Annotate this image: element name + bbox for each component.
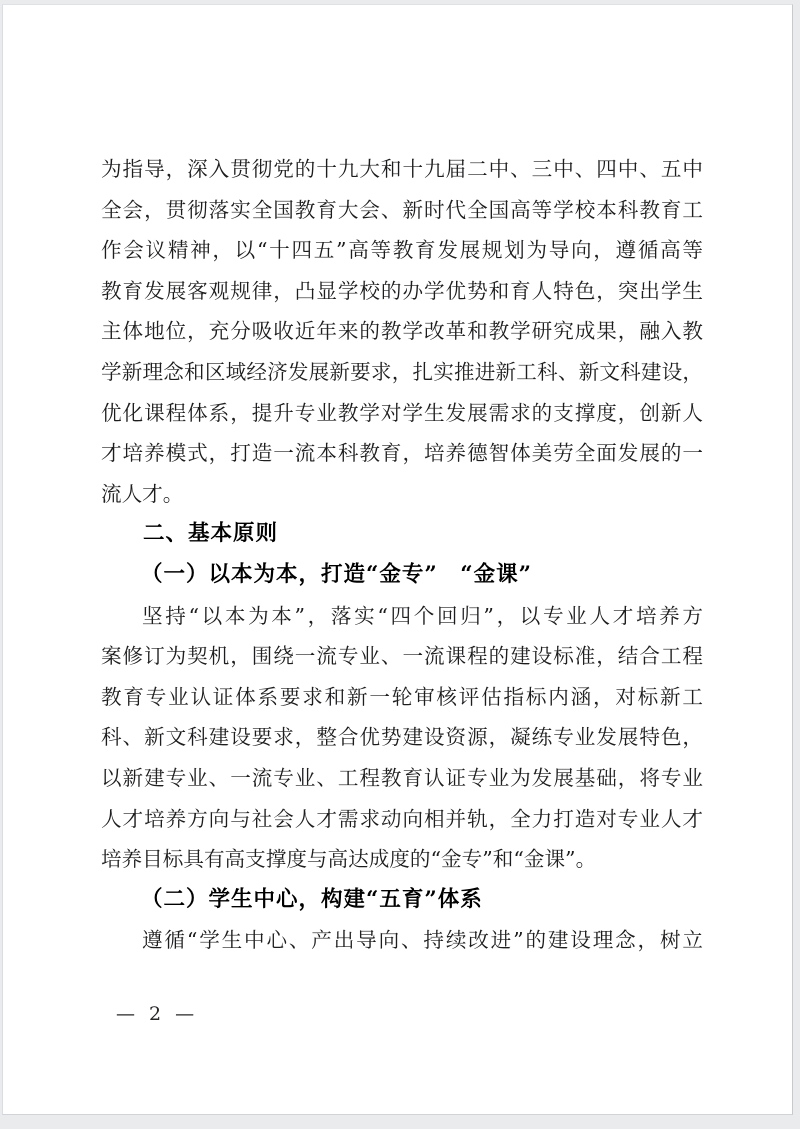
paragraph-first-line: 遵循“学生中心、产出导向、持续改进”的建设理念，树立 bbox=[142, 928, 703, 953]
body-line: 教育发展客观规律，凸显学校的办学优势和育人特色，突出学生 bbox=[101, 278, 703, 303]
page-number: — 2 — bbox=[116, 1003, 199, 1025]
section-heading: 二、基本原则 bbox=[143, 521, 279, 547]
paragraph bbox=[101, 596, 703, 880]
subsection-heading-2: （二）学生中心，构建“五育”体系 bbox=[141, 886, 483, 912]
body-line: 案修订为契机，围绕一流专业、一流课程的建设标准，结合工程 bbox=[101, 644, 703, 669]
paragraph-last-line: 培养目标具有高支撑度与高达成度的“金专”和“金课”。 bbox=[101, 847, 597, 872]
paragraph-first-line: 坚持“以本为本”，落实“四个回归”，以专业人才培养方 bbox=[142, 603, 703, 628]
body-line: 主体地位，充分吸收近年来的教学改革和教学研究成果，融入教 bbox=[101, 319, 703, 344]
body-line: 以新建专业、一流专业、工程教育认证专业为发展基础，将专业 bbox=[101, 765, 703, 790]
paragraph-continued bbox=[101, 149, 703, 514]
paragraph-opening bbox=[101, 920, 703, 961]
body-line: 为指导，深入贯彻党的十九大和十九届二中、三中、四中、五中 bbox=[101, 157, 703, 181]
body-line: 优化课程体系，提升专业教学对学生发展需求的支撑度，创新人 bbox=[101, 400, 703, 425]
body-line: 科、新文科建设要求，整合优势建设资源，凝练专业发展特色， bbox=[101, 725, 703, 750]
body-line: 才培养模式，打造一流本科教育，培养德智体美劳全面发展的一 bbox=[101, 441, 703, 466]
body-line: 教育专业认证体系要求和新一轮审核评估指标内涵，对标新工 bbox=[101, 684, 703, 709]
body-line: 人才培养方向与社会人才需求动向相并轨，全力打造对专业人才 bbox=[101, 806, 703, 831]
body-line: 全会，贯彻落实全国教育大会、新时代全国高等学校本科教育工 bbox=[101, 197, 703, 222]
paragraph-last-line: 流人才。 bbox=[101, 481, 184, 506]
body-line: 学新理念和区域经济发展新要求，扎实推进新工科、新文科建设， bbox=[101, 359, 703, 384]
document-page bbox=[2, 4, 793, 1115]
body-line: 作会议精神，以“十四五”高等教育发展规划为导向，遵循高等 bbox=[101, 238, 703, 263]
page-body-text bbox=[101, 149, 703, 961]
subsection-heading-1: （一）以本为本，打造“金专” “金课” bbox=[141, 561, 532, 587]
